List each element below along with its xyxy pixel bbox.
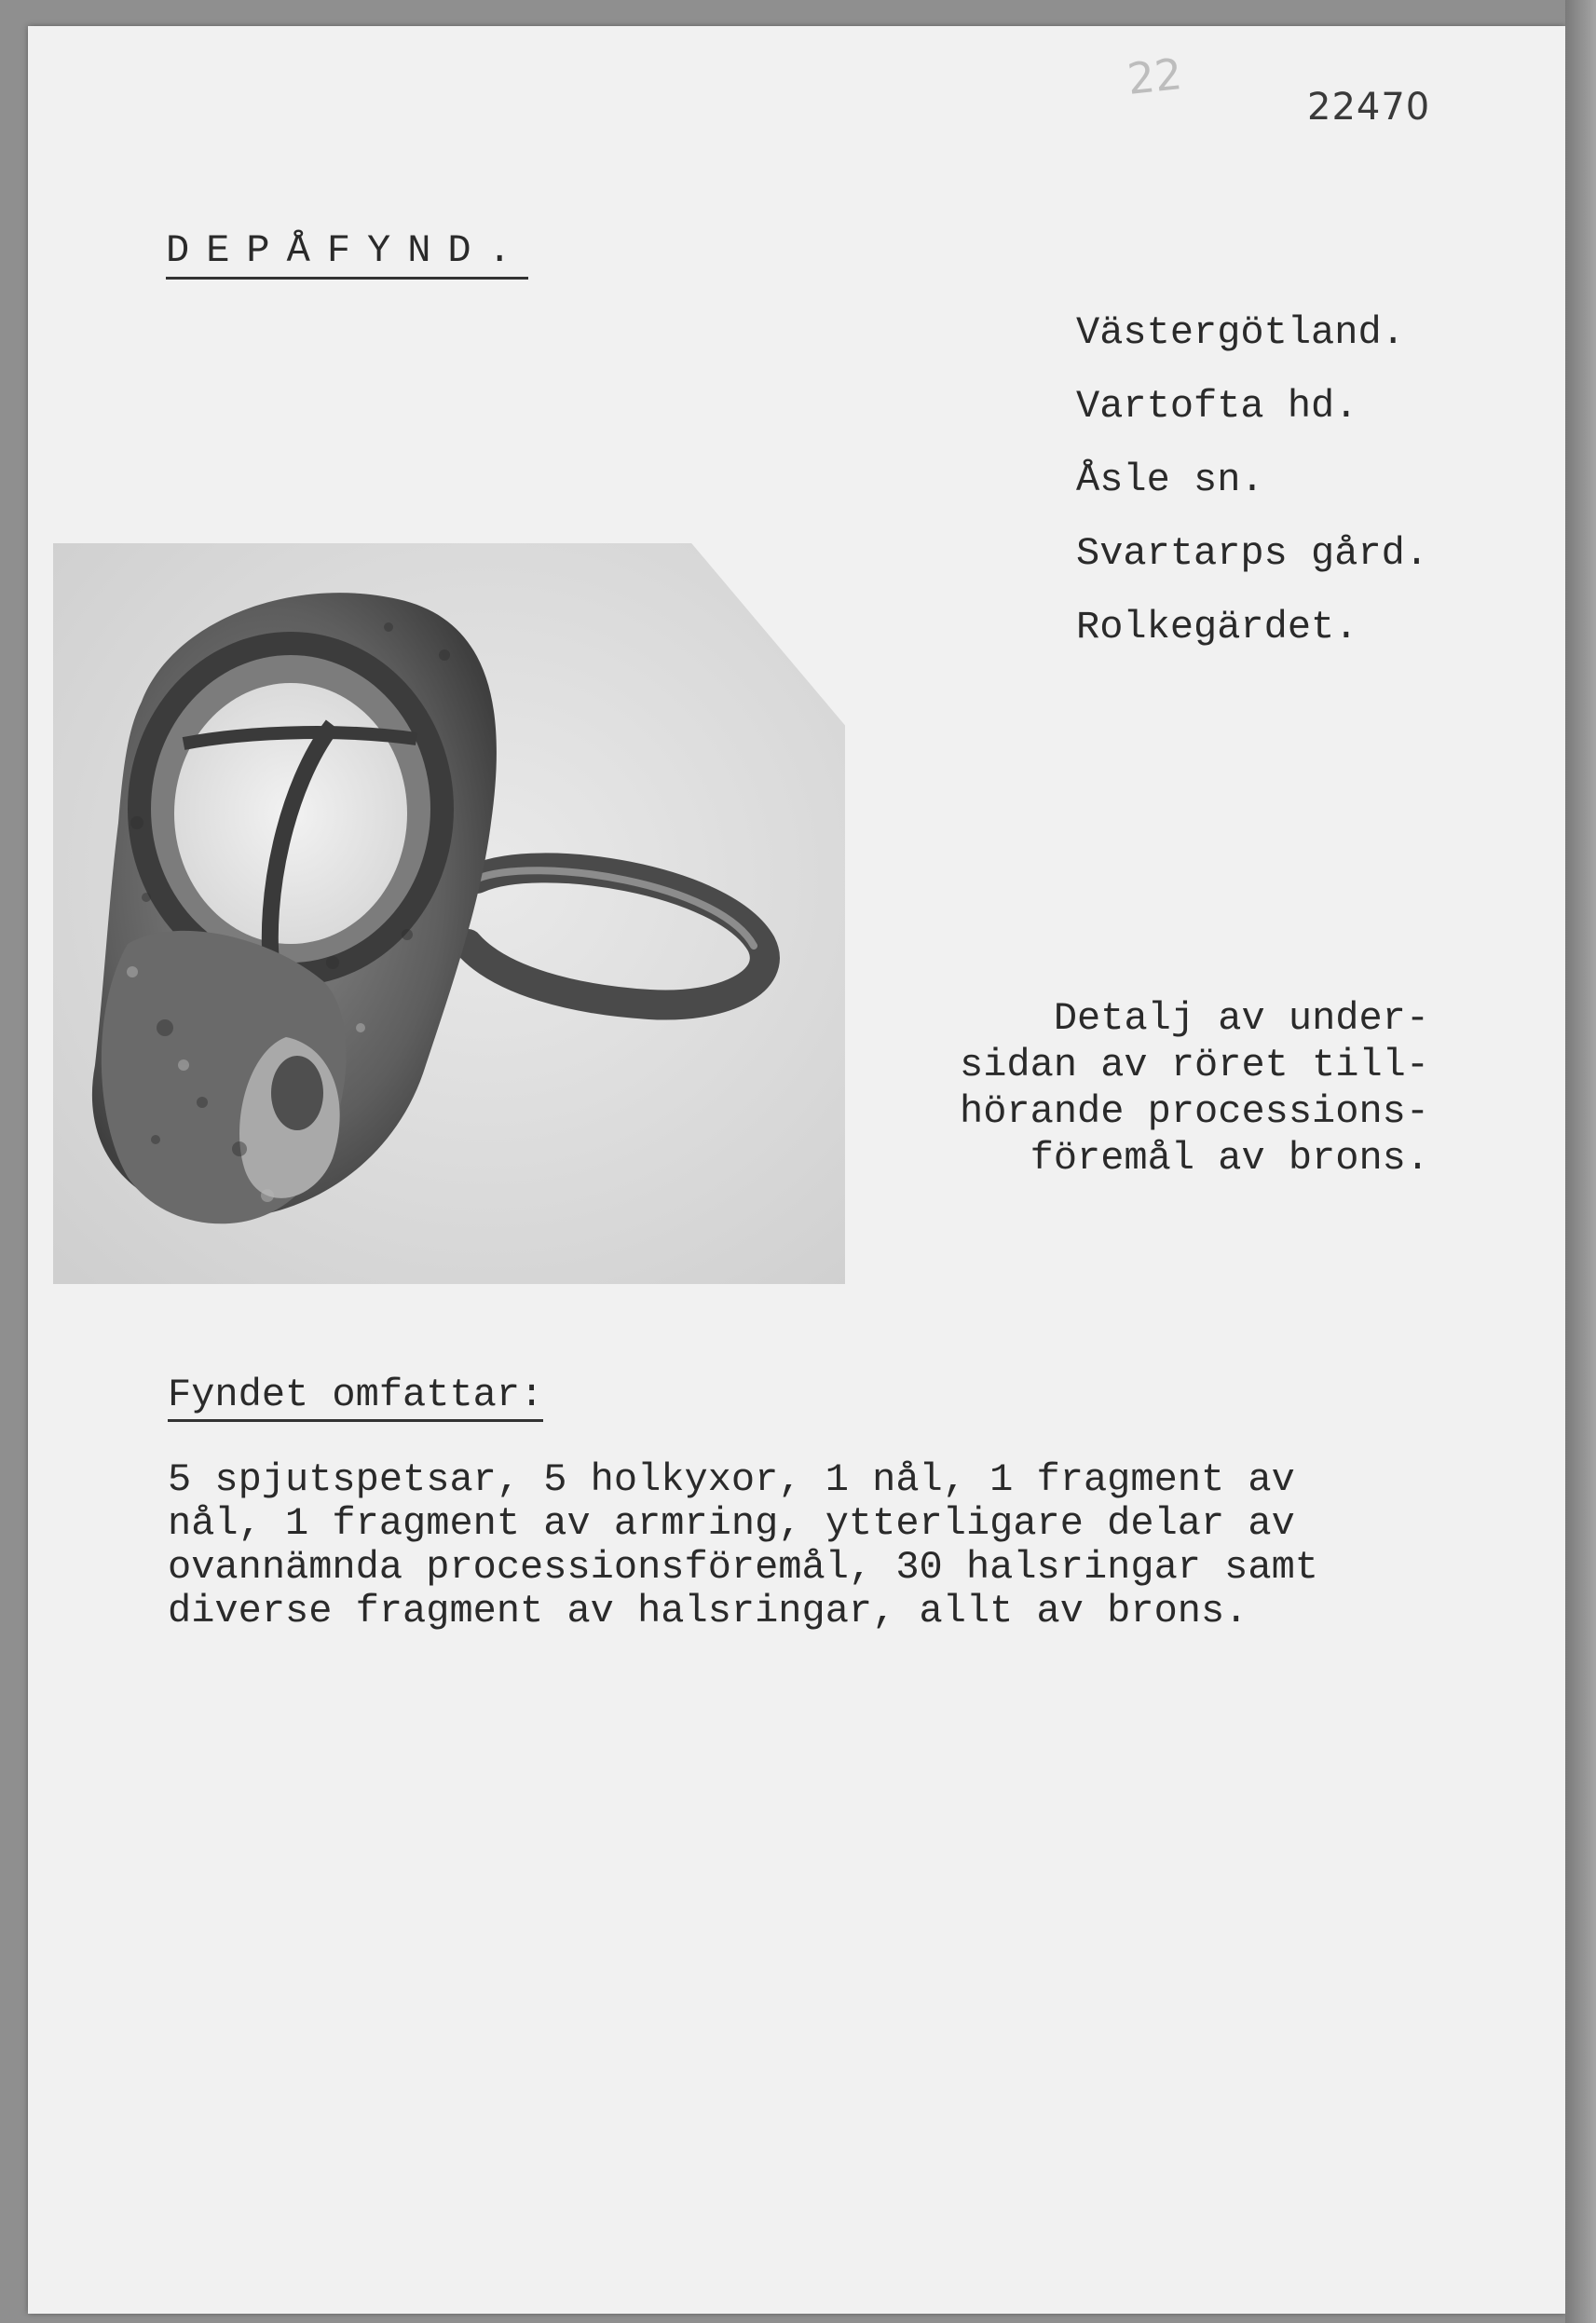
location-site: Rolkegärdet. [1076,605,1358,649]
caption-line: sidan av röret till- [960,1043,1430,1087]
caption-line: Detalj av under- [1053,996,1430,1041]
location-province: Västergötland. [1076,310,1405,355]
pencil-mark: 22 [1125,48,1185,104]
scan-edge [1565,0,1596,2323]
artifact-photo [53,543,845,1284]
caption-line: föremål av brons. [1030,1136,1430,1181]
location-parish: Åsle sn. [1076,458,1264,502]
location-block [1076,296,1428,664]
caption-line: hörande processions- [960,1089,1430,1134]
contents-text [168,1458,1318,1633]
bronze-tube-artifact-image [53,543,845,1284]
contents-line: ovannämnda processionsföremål, 30 halsringar samt [168,1545,1319,1590]
card-heading: DEPÅFYND. [166,228,528,280]
contents-line: nål, 1 fragment av armring, ytterligare delar av [168,1501,1295,1546]
contents-heading: Fyndet omfattar: [168,1373,543,1422]
photo-caption [960,995,1429,1182]
catalog-number: 22470 [1307,86,1431,129]
contents-line: 5 spjutspetsar, 5 holkyxor, 1 nål, 1 fragment av [168,1457,1295,1502]
location-farm: Svartarps gård. [1076,531,1429,576]
contents-line: diverse fragment av halsringar, allt av brons. [168,1589,1248,1633]
location-district: Vartofta hd. [1076,384,1358,429]
